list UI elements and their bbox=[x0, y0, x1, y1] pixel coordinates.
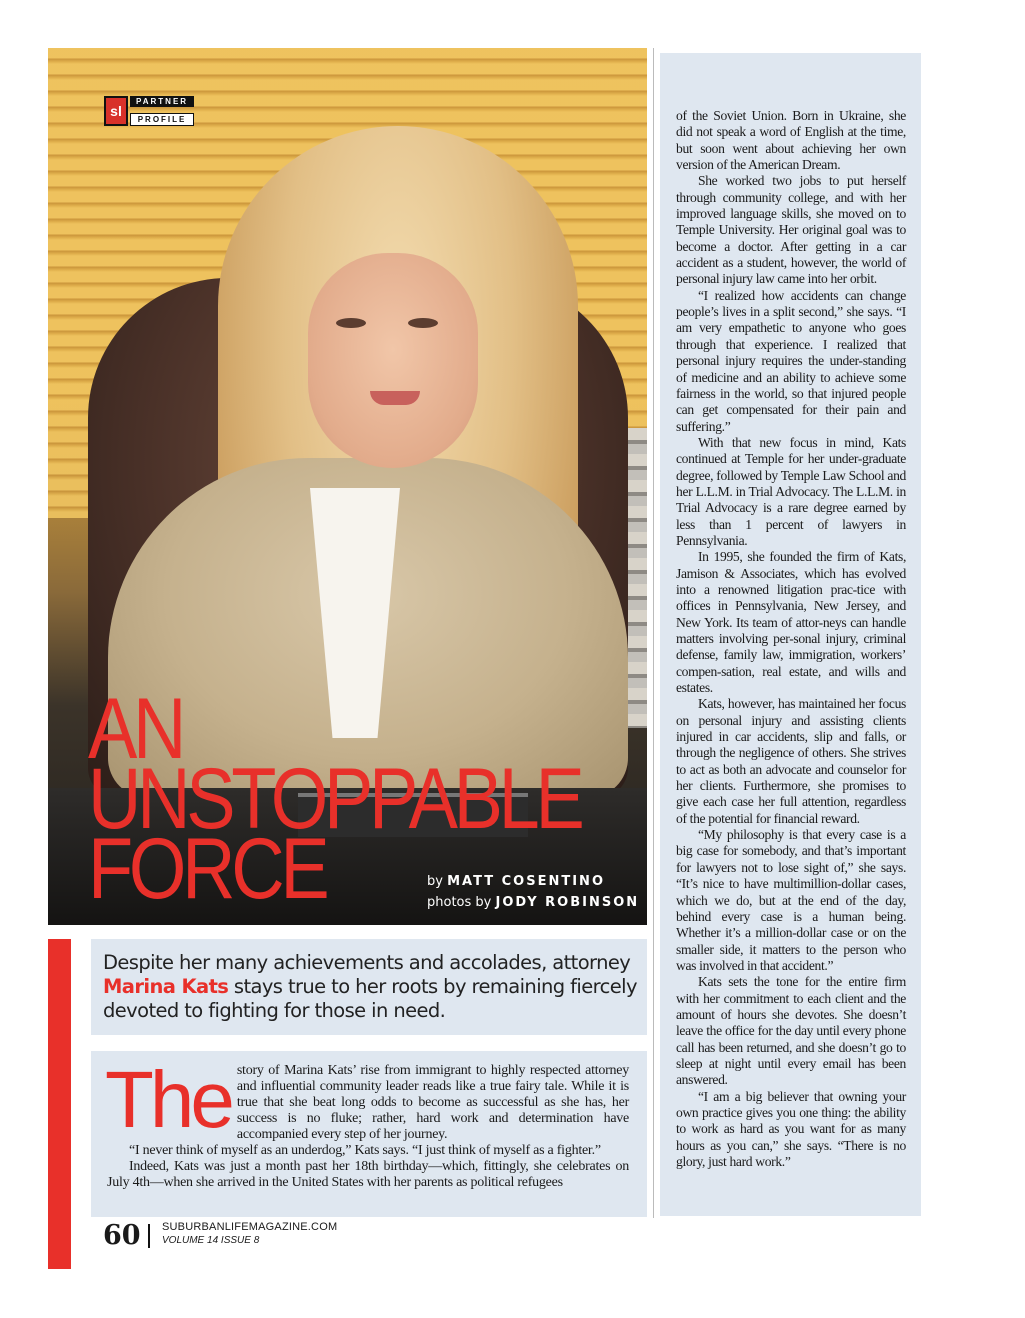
dropcap: The bbox=[105, 1055, 231, 1144]
portrait-mouth bbox=[370, 391, 420, 405]
headline-line-1: AN bbox=[88, 681, 183, 777]
headline-line-3: FORCE bbox=[88, 821, 326, 917]
body-paragraph: of the Soviet Union. Born in Ukraine, she did not speak a word of English at the time, but soon went about achieving her own version of the American Dream. bbox=[676, 108, 906, 173]
author-credit bbox=[427, 874, 605, 889]
author-prefix: by bbox=[427, 874, 443, 889]
body-paragraph: story of Marina Kats’ rise from immigrant to highly respected attorney and influential community leader reads like a true fairy tale. While it is true that she beat long odds to become as successful as she has, her success is no fluke; rather, hard work and determination have accompanied every step of her journey. bbox=[236, 1063, 629, 1142]
photo-credit bbox=[427, 895, 639, 910]
body-paragraph: “I never think of myself as an underdog,” Kats says. “I just think of myself as a fighter.” bbox=[129, 1143, 601, 1158]
body-paragraph: Indeed, Kats was just a month past her 18th birthday—which, fittingly, she celebrates on July 4th—when she arrived in the United States with her parents as political refugees bbox=[107, 1159, 629, 1190]
body-paragraph: “I realized how accidents can change people’s lives in a split second,” she says. “I am very empathetic to anyone who goes through that experience. I realized that personal injury requires the under-standing of medicine and an ability to achieve some fairness in the world, so that injured people can get compensated for their pain and suffering.” bbox=[676, 287, 906, 434]
portrait-face bbox=[308, 253, 478, 468]
body-paragraph: Kats, however, has maintained her focus on personal injury and assisting clients injured in car accidents, slip and falls, or through the negligence of others. She strives to act as both an advocate and counselor for her clients. Furthermore, she promises to give each case her full attention, regardless of the potential for financial reward. bbox=[676, 696, 906, 826]
body-paragraph: “My philosophy is that every case is a big case for somebody, and that’s important for lawyers not to lose sight of,” she says. “It’s nice to have multimillion-dollar cases, which we do, but at the end of the day, behind every case is a human being. Whether it’s a million-dollar case or on the smaller side, it matters to the person who was involved in that accident.” bbox=[676, 827, 906, 973]
partner-profile-badge bbox=[104, 96, 194, 126]
author-name: MATT COSENTINO bbox=[447, 874, 605, 889]
headline-line-2: UNSTOPPABLE bbox=[88, 751, 581, 847]
photographer-name: JODY ROBINSON bbox=[495, 895, 640, 910]
folio-divider bbox=[148, 1224, 150, 1248]
badge-line-1: PARTNER bbox=[130, 96, 194, 107]
dek-box bbox=[91, 939, 647, 1035]
body-paragraph: She worked two jobs to put herself through community college, and with her improved language skills, she moved on to Temple University. Her original goal was to become a doctor. After getting in a car accident as a student, however, the world of personal injury law came into her orbit. bbox=[676, 173, 906, 287]
body-paragraph: Kats sets the tone for the entire firm with her commitment to each client and the amount of hours she devotes. She doesn’t leave the office for the day until every phone call has been returned, and she doesn’t go to sleep at night until every email has been answered. bbox=[676, 974, 906, 1088]
body-paragraph: In 1995, she founded the firm of Kats, Jamison & Associates, which has evolved into a renowned litigation prac-tice with offices in Pennsylvania, New Jersey, and New York. Its team of attor-neys can handle matters involving per-sonal injury, criminal defense, family law, immigration, workers’ compen-sation, real estate, and wills and estates. bbox=[676, 549, 906, 696]
red-accent-bar bbox=[48, 939, 71, 1269]
body-right-box bbox=[660, 53, 921, 1216]
column-divider bbox=[653, 48, 654, 1218]
portrait-eye-right bbox=[408, 318, 438, 328]
portrait-eye-left bbox=[336, 318, 366, 328]
issue-label: VOLUME 14 ISSUE 8 bbox=[162, 1235, 260, 1246]
photo-prefix: photos by bbox=[427, 895, 492, 910]
body-paragraph: “I am a big believer that owning your own practice gives you one thing: the ability to work as hard as you want for as many hours as you can,” she says. “There is no glory, just hard work.” bbox=[676, 1088, 906, 1169]
page-number: 60 bbox=[103, 1220, 141, 1251]
badge-line-2: PROFILE bbox=[130, 113, 194, 126]
body-left-box bbox=[91, 1051, 647, 1217]
dek-name: Marina Kats bbox=[103, 975, 229, 998]
badge-logo: sl bbox=[104, 96, 128, 126]
dek-text: Despite her many achievements and accolades, attorney Marina Kats stays true to her roots by remaining fiercely devoted to fighting for those in need. bbox=[103, 951, 637, 1022]
body-paragraph: With that new focus in mind, Kats continued at Temple for her under-graduate degree, followed by Temple Law School and her L.L.M. in Trial Advocacy. The L.L.M. in Trial Advocacy is a rare degree earned by less than 1 percent of lawyers in Pennsylvania. bbox=[676, 434, 906, 548]
magazine-site: SUBURBANLIFEMAGAZINE.COM bbox=[162, 1221, 338, 1233]
